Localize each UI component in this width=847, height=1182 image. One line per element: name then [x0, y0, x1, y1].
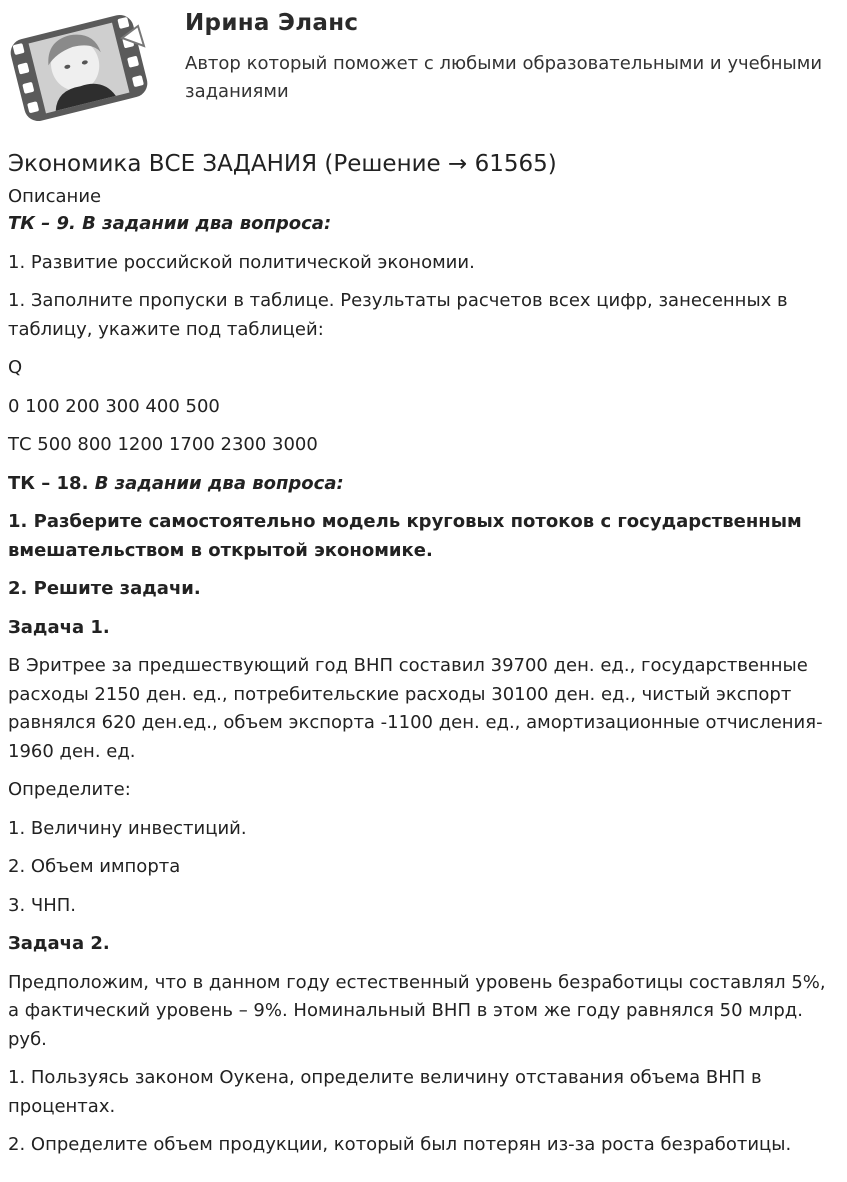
task1-question-1: 1. Величину инвестиций.	[8, 817, 247, 839]
task2-question-1: 1. Пользуясь законом Оукена, определите величину отставания объема ВНП в процентах.	[8, 1067, 762, 1117]
tk18-item-1: 1. Разберите самостоятельно модель круговых потоков с государственным вмешательством в открытой экономике.	[8, 511, 802, 561]
table-q-values: 0 100 200 300 400 500	[8, 395, 220, 417]
task1-title: Задача 1.	[8, 616, 110, 638]
table-tc-values: ТС 500 800 1200 1700 2300 3000	[8, 434, 318, 455]
description-label: Описание	[8, 186, 102, 207]
tk9-heading: ТК – 9. В задании два вопроса:	[8, 213, 332, 234]
table-q-label: Q	[8, 357, 23, 378]
task1-text: В Эритрее за предшествующий год ВНП составил 39700 ден. ед., государственные расходы 2150 ден. ед., потребительские расходы 30100 ден. ед., чистый экспорт равнялся 620 ден.ед., объем экспорта -1100 ден. ед., амортизационные отчисления- 1960 ден. ед.	[8, 655, 823, 762]
task2-text: Предположим, что в данном году естественный уровень безработицы составлял 5%, а фактический уровень – 9%. Номинальный ВНП в этом же году равнялся 50 млрд. руб.	[8, 971, 826, 1050]
task2-question-2: 2. Определите объем продукции, который был потерян из-за роста безработицы.	[8, 1134, 792, 1155]
author-name[interactable]: Ирина Эланс	[185, 10, 359, 36]
tk18-prefix: ТК – 18.	[8, 472, 95, 494]
task1-question-3: 3. ЧНП.	[8, 894, 77, 916]
author-avatar	[6, 8, 152, 128]
define-label: Определите:	[8, 779, 131, 800]
page-title: Экономика ВСЕ ЗАДАНИЯ (Решение → 61565)	[8, 151, 557, 177]
tk18-heading	[8, 470, 840, 499]
main-content	[8, 148, 840, 1170]
task2-title: Задача 2.	[8, 933, 110, 954]
author-header	[0, 0, 847, 140]
task1-question-2: 2. Объем импорта	[8, 856, 181, 877]
tk9-question-1: 1. Развитие российской политической экономии.	[8, 251, 475, 273]
tk9-question-2: 1. Заполните пропуски в таблице. Результаты расчетов всех цифр, занесенных в таблицу, укажите под таблицей:	[8, 290, 788, 340]
tk18-rest: В задании два вопроса:	[94, 472, 344, 494]
tk18-item-2: 2. Решите задачи.	[8, 578, 201, 599]
author-description: Автор который поможет с любыми образовательными и учебными заданиями	[185, 53, 823, 102]
